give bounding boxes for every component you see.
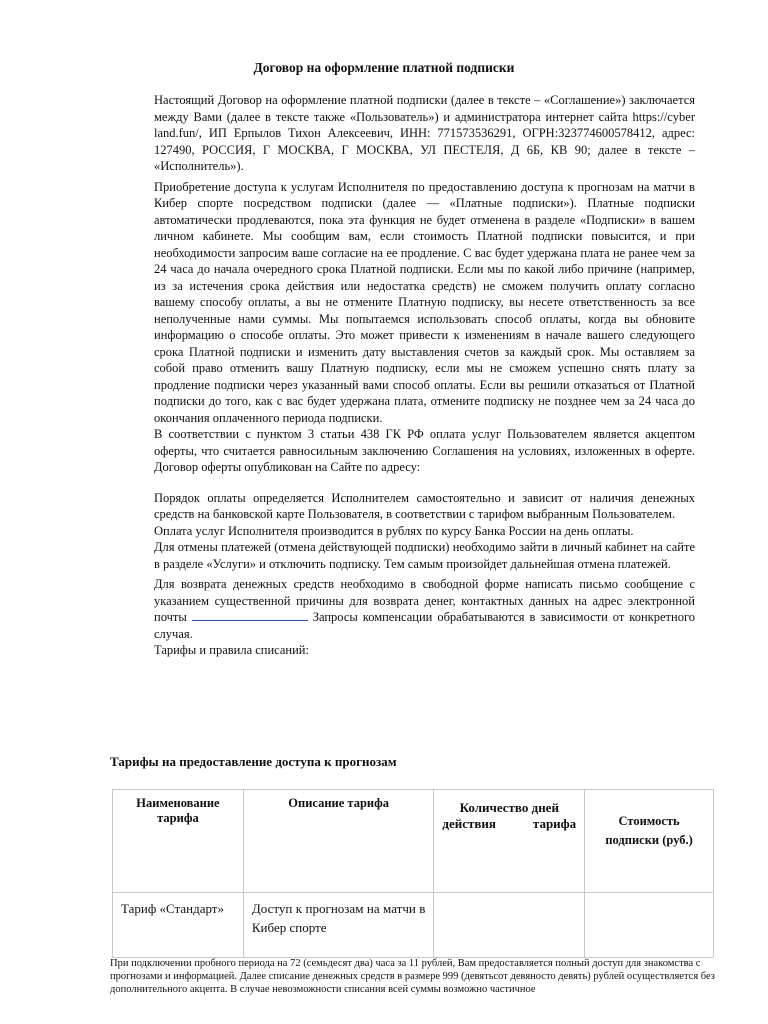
- header-tariff-days: Количество дней действия тарифа: [434, 790, 585, 893]
- paragraph-tariffs-intro: Тарифы и правила списаний:: [154, 643, 309, 657]
- refund-text-before: Для возврата денежных средств необходимо в свободной форме написать письмо сообщение с указанием существенной причины для возврата денег, контактных данных на адрес электронной почты: [154, 577, 695, 624]
- table-row: [113, 893, 714, 958]
- cell-tariff-description: Доступ к прогнозам на матчи в Кибер спорте: [243, 893, 434, 958]
- tariffs-heading: Тарифы на предоставление доступа к прогнозам: [110, 754, 397, 769]
- table-header-row: [113, 790, 714, 893]
- paragraph-refund: [154, 576, 695, 642]
- footer-note: [110, 957, 715, 996]
- paragraph-offer-acceptance: В соответствии с пунктом 3 статьи 438 ГК РФ оплата услуг Пользователем является акцептом оферты, что считается равносильным заключению Соглашения на условиях, изложенных в оферте. Договор оферты опубликован на Сайте по адресу:: [154, 427, 695, 474]
- paragraph-paid-subscriptions: Приобретение доступа к услугам Исполнителя по предоставлению доступа к прогнозам на матчи в Кибер спорте посредством подписки (далее — «Платные подписки»). Платные подписки автоматически продлеваются, пока эта функция не будет отменена в разделе «Подписки» в вашем личном кабинете. Мы сообщим вам, если стоимость Платной подписки повысится, и при необходимости запросим ваше согласие на ее продление. С вас будет удержана плата не ранее чем за 24 часа до начала очередного срока Платной подписки. Если мы по какой либо причине (например, из за истечения срока действия или недостатка средств) не сможем получить оплату согласно вашему способу оплаты, а вы не отмените Платную подписку, вы несете ответственность за все неполученные нами суммы. Мы попытаемся использовать способ оплаты, когда вы обновите информацию о способе оплаты. Это может привести к изменениям в начале вашего следующего срока Платной подписки и изменить дату выставления счетов за каждый срок. Мы оставляем за собой право отменить вашу Платную подписку, если мы не сможем успешно снять плату за продление подписки через указанный вами способ оплаты. Если вы решили отказаться от Платной подписки до того, как с вас будет удержана плата, отмените подписку не позднее чем за 24 часа до окончания оплаченного периода подписки.: [154, 179, 695, 425]
- header-tariff-price: Стоимость подписки (руб.): [585, 790, 714, 893]
- paragraph-payment-currency: Оплата услуг Исполнителя производится в рублях по курсу Банка России на день оплаты.: [154, 523, 634, 538]
- document-title: Договор на оформление платной подписки: [253, 60, 515, 75]
- refund-text-after: Запросы компенсации обрабатываются в зависимости от конкретного случая.: [154, 610, 696, 641]
- paragraph-agreement-parties: Настоящий Договор на оформление платной подписки (далее в тексте – «Соглашение») заключается между Вами (далее в тексте также «Пользователь») и администратора интернет сайта https://cyber land.fun/, ИП Ерпылов Тихон Алексеевич, ИНН: 771573536291, ОГРН:323774600578412, адрес: 127490, РОССИЯ, Г МОСКВА, Г МОСКВА, УЛ ПЕСТЕЛЯ, Д 6Б, КВ 90; далее в тексте – «Исполнитель»).: [154, 93, 695, 173]
- cell-tariff-days: [434, 893, 585, 958]
- cell-tariff-name: Тариф «Стандарт»: [113, 893, 244, 958]
- paragraph-cancel-payments: Для отмены платежей (отмена действующей подписки) необходимо зайти в личный кабинет на сайте в разделе «Услуги» и отключить подписку. Тем самым произойдет дальнейшая отмена платежей.: [154, 540, 695, 571]
- blank-line: [154, 476, 695, 490]
- footer-paragraph: При подключении пробного периода на 72 (семьдесят два) часа за 11 рублей, Вам предоставляется полный доступ для знакомства с прогнозами и информацией. Далее списание денежных средств в размере 999 (девятьсот девяносто девять) рублей осуществляется без дополнительного акцепта. В случае невозможности списания всей суммы возможно частичное: [110, 958, 715, 995]
- paragraph-payment-order: Порядок оплаты определяется Исполнителем самостоятельно и зависит от наличия денежных средств на банковской карте Пользователя, в соответствии с тарифом выбранным Пользователем.: [154, 490, 695, 521]
- email-link-placeholder[interactable]: [192, 609, 308, 621]
- header-tariff-name: Наименование тарифа: [113, 790, 244, 893]
- cell-tariff-price: [585, 893, 714, 958]
- tariffs-table: [112, 789, 714, 958]
- document-body: [154, 92, 695, 663]
- header-tariff-description: Описание тарифа: [243, 790, 434, 893]
